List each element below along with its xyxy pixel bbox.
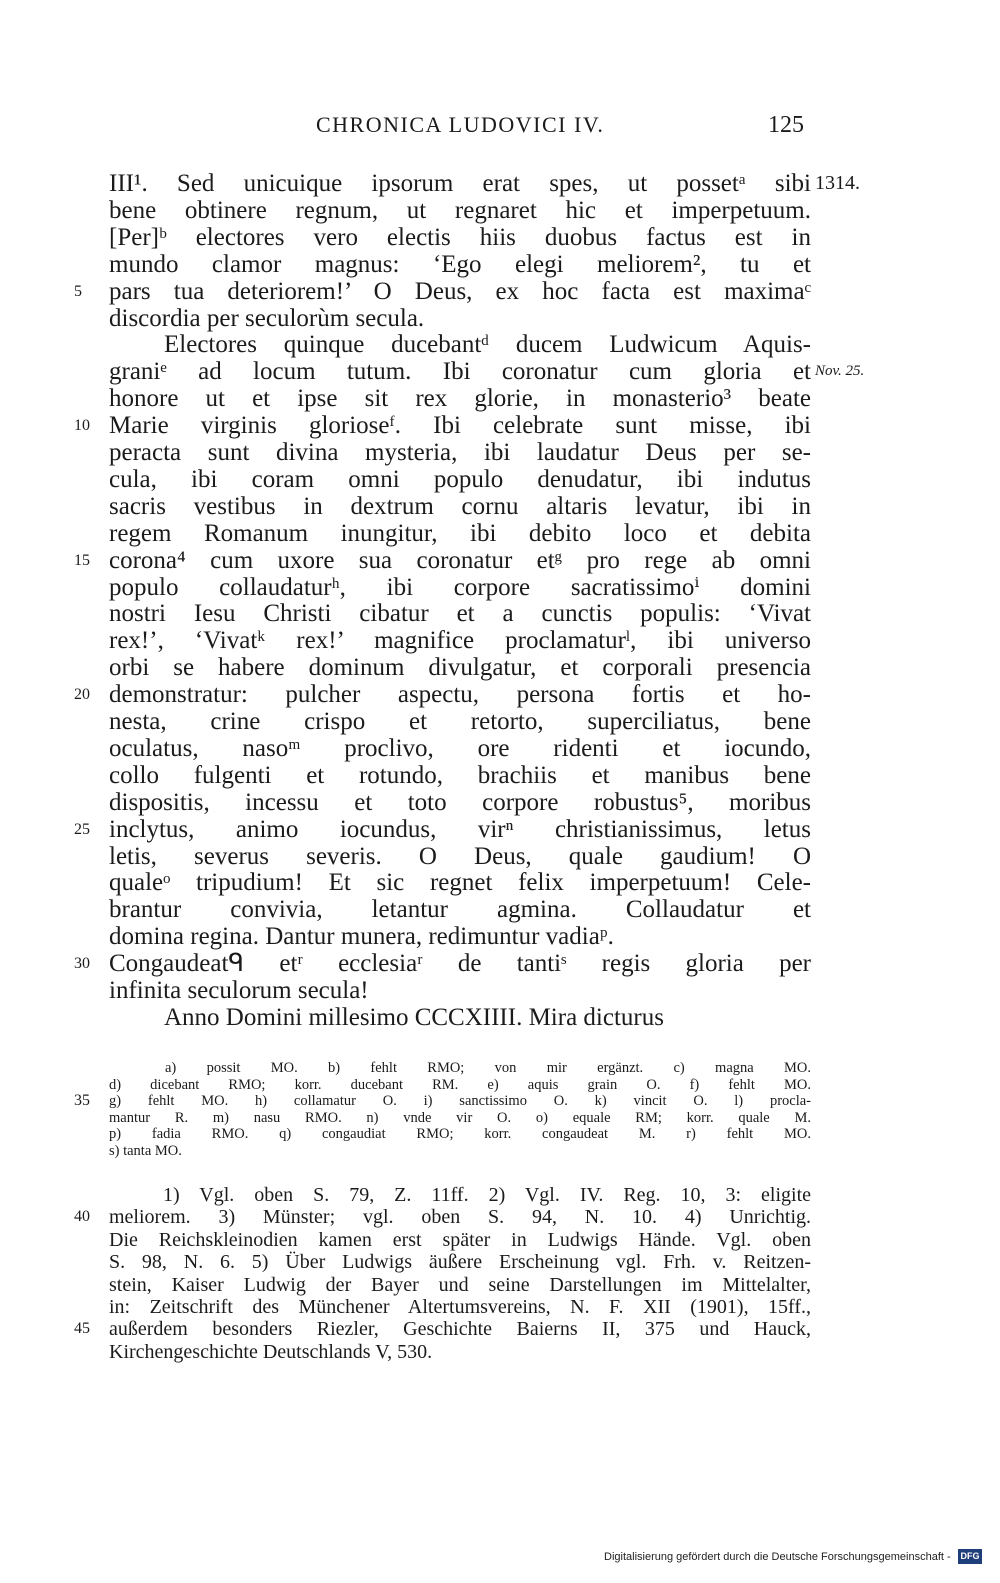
commentary-note-line: stein, Kaiser Ludwig der Bayer und seine Darstellungen im Mittelalter,	[109, 1273, 811, 1296]
main-text-line: Marie virginis glorioseᶠ. Ibi celebrate sunt misse, ibi	[109, 412, 811, 440]
main-text-line: pars tua deteriorem!’ O Deus, ex hoc facta est maximaᶜ	[109, 277, 811, 305]
commentary-note-line: S. 98, N. 6. 5) Über Ludwigs äußere Erscheinung vgl. Frh. v. Reitzen-	[109, 1251, 811, 1274]
main-text-line: rex!’, ‘Vivatᵏ rex!’ magnifice proclamaturˡ, ibi universo	[109, 627, 811, 655]
main-text-line: nesta, crine crispo et retorto, superciliatus, bene	[109, 708, 811, 735]
main-text-line: dispositis, incessu et toto corpore robustus⁵, moribus	[109, 788, 811, 816]
main-text-line: sacris vestibus in dextrum cornu altaris levatur, ibi in	[109, 492, 811, 520]
page-number: 125	[768, 112, 804, 138]
line-number: 35	[74, 1092, 90, 1110]
main-text-line: discordia per seculorùm secula.	[109, 304, 425, 332]
main-text-line: inclytus, animo iocundus, virⁿ christianissimus, letus	[109, 815, 811, 843]
main-text-line: Congaudeatᑫ etʳ ecclesiaʳ de tantiˢ regis gloria per	[109, 950, 811, 978]
main-text-line: corona⁴ cum uxore sua coronatur etᵍ pro rege ab omni	[109, 546, 811, 574]
variant-note-line: d) dicebant RMO; korr. ducebant RM. e) aquis grain O. f) fehlt MO.	[109, 1076, 811, 1093]
running-title: CHRONICA LUDOVICI IV.	[316, 112, 605, 137]
main-text-line: III¹. Sed unicuique ipsorum erat spes, ut possetᵃ sibi	[109, 170, 811, 197]
main-text-line: Anno Domini millesimo CCCXIIII. Mira dicturus	[164, 1003, 664, 1031]
commentary-note-line: 1) Vgl. oben S. 79, Z. 11ff. 2) Vgl. IV. Reg. 10, 3: eligite	[163, 1184, 811, 1206]
commentary-note-line: in: Zeitschrift des Münchener Altertumsvereins, N. F. XII (1901), 15ff.,	[109, 1296, 811, 1318]
variant-note-line: g) fehlt MO. h) collamatur O. i) sanctissimo O. k) vincit O. l) procla-	[109, 1093, 811, 1110]
main-text-line: regem Romanum inungitur, ibi debito loco et debita	[109, 519, 811, 547]
variant-note-line: mantur R. m) nasu RMO. n) vnde vir O. o) equale RM; korr. quale M.	[109, 1109, 811, 1126]
main-text-line: domina regina. Dantur munera, redimuntur vadiaᵖ.	[109, 923, 614, 951]
line-number: 30	[74, 955, 90, 973]
main-text-line: oculatus, nasoᵐ proclivo, ore ridenti et iocundo,	[109, 734, 811, 762]
commentary-note-line: Die Reichskleinodien kamen erst später in Ludwigs Hände. Vgl. oben	[109, 1228, 811, 1251]
main-text-line: peracta sunt divina mysteria, ibi laudatur Deus per se-	[109, 439, 811, 466]
main-text-line: letis, severus severis. O Deus, quale gaudium! O	[109, 842, 811, 870]
main-text-line: graniᵉ ad locum tutum. Ibi coronatur cum gloria et	[109, 358, 811, 386]
main-text-line: bene obtinere regnum, ut regnaret hic et imperpetuum.	[109, 196, 811, 224]
main-text-line: mundo clamor magnus: ‘Ego elegi meliorem², tu et	[109, 250, 811, 278]
main-text-line: infinita seculorum secula!	[109, 977, 369, 1004]
main-text-line: populo collaudaturʰ, ibi corpore sacratissimoⁱ domini	[109, 573, 811, 601]
line-number: 25	[74, 820, 90, 838]
variant-note-line: a) possit MO. b) fehlt RMO; von mir ergänzt. c) magna MO.	[165, 1060, 811, 1076]
line-number: 15	[74, 551, 90, 569]
margin-note-year: 1314.	[815, 172, 860, 194]
main-text-line: collo fulgenti et rotundo, brachiis et manibus bene	[109, 761, 811, 789]
dfg-logo: DFG	[958, 1549, 982, 1564]
line-number: 5	[74, 282, 82, 300]
main-text-line: honore ut et ipse sit rex glorie, in monasterio³ beate	[109, 385, 811, 413]
main-text-line: [Per]ᵇ electores vero electis hiis duobus factus est in	[109, 223, 811, 251]
main-text-line: qualeᵒ tripudium! Et sic regnet felix imperpetuum! Cele-	[109, 869, 811, 897]
digitization-credit: Digitalisierung gefördert durch die Deutsche Forschungsgemeinschaft -	[604, 1551, 951, 1563]
main-text-line: cula, ibi coram omni populo denudatur, ibi indutus	[109, 465, 811, 493]
line-number: 10	[74, 417, 90, 435]
main-text-line: nostri Iesu Christi cibatur et a cunctis populis: ‘Vivat	[109, 600, 811, 628]
main-text-line: brantur convivia, letantur agmina. Collaudatur et	[109, 896, 811, 924]
commentary-note-line: Kirchengeschichte Deutschlands V, 530.	[109, 1340, 433, 1363]
main-text-line: demonstratur: pulcher aspectu, persona fortis et ho-	[109, 681, 811, 709]
variant-note-line: s) tanta MO.	[109, 1143, 182, 1159]
main-text-line: orbi se habere dominum divulgatur, et corporali presencia	[109, 654, 811, 682]
line-number: 20	[74, 686, 90, 704]
commentary-note-line: außerdem besonders Riezler, Geschichte Baierns II, 375 und Hauck,	[109, 1318, 811, 1341]
variant-note-line: p) fadia RMO. q) congaudiat RMO; korr. congaudeat M. r) fehlt MO.	[109, 1126, 811, 1143]
line-number: 40	[74, 1208, 90, 1226]
line-number: 45	[74, 1320, 90, 1338]
main-text-line: Electores quinque ducebantᵈ ducem Ludwicum Aquis-	[164, 331, 811, 359]
commentary-note-line: meliorem. 3) Münster; vgl. oben S. 94, N. 10. 4) Unrichtig.	[109, 1206, 811, 1229]
margin-note-date: Nov. 25.	[815, 363, 865, 379]
